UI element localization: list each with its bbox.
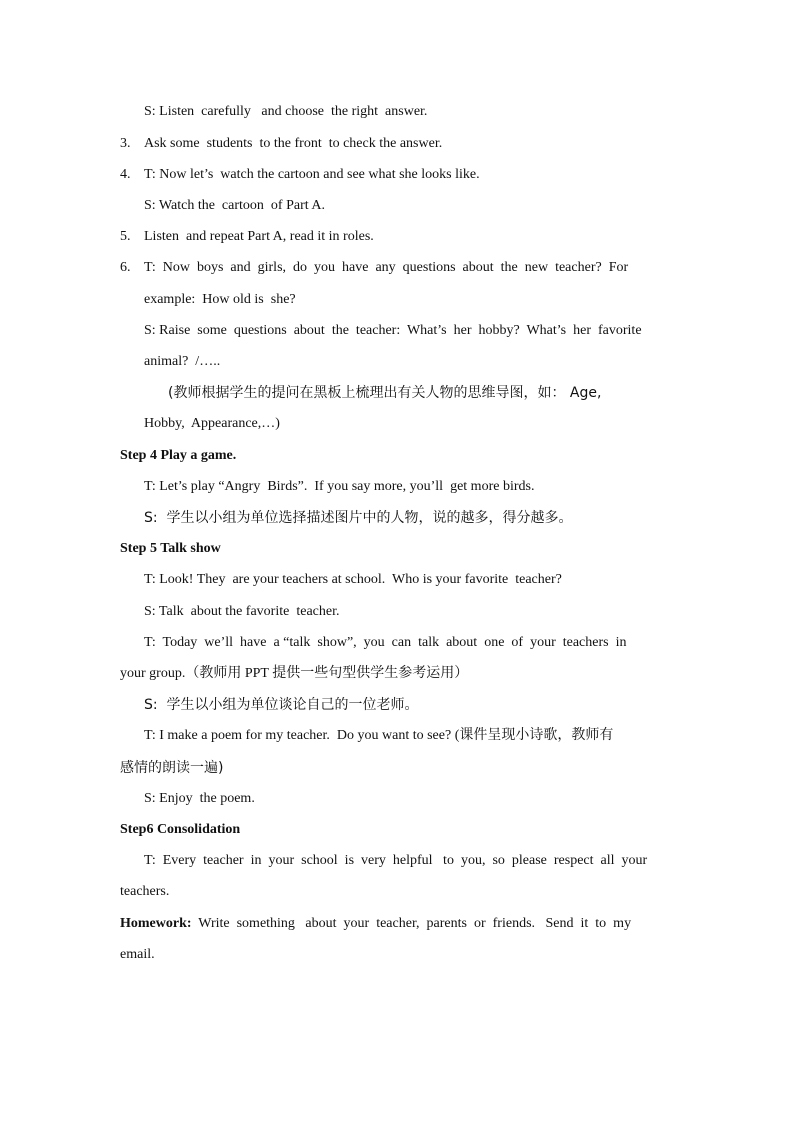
homework-text: Write something about your teacher, parents or friends. Send it to my <box>191 916 632 931</box>
text-line: T: Let’s play “Angry Birds”. If you say more, you’ll get more birds. <box>144 479 535 494</box>
text-line: S: Talk about the favorite teacher. <box>144 604 340 619</box>
text-line: S: Raise some questions about the teacher: What’s her hobby? What’s her favorite <box>144 323 642 338</box>
section-heading: Step 5 Talk show <box>120 541 221 556</box>
text-line: T: I make a poem for my teacher. Do you want to see? (课件呈现小诗歌，教师有 <box>144 728 614 743</box>
text-line: Hobby, Appearance,…) <box>144 416 280 431</box>
text-line: S: Enjoy the poem. <box>144 791 255 806</box>
list-number: 3. <box>120 136 131 151</box>
list-item: T: Now let’s watch the cartoon and see what she looks like. <box>144 167 480 182</box>
list-item: T: Now boys and girls, do you have any questions about the new teacher? For <box>144 260 629 275</box>
homework-label: Homework: <box>120 916 192 931</box>
text-line: your group.（教师用 PPT 提供一些句型供学生参考运用） <box>120 666 469 681</box>
text-line: T: Today we’ll have a “talk show”, you can talk about one of your teachers in <box>144 635 627 650</box>
text-line: example: How old is she? <box>144 292 296 307</box>
section-heading: Step6 Consolidation <box>120 822 241 837</box>
list-number: 5. <box>120 229 131 244</box>
homework-line <box>120 914 675 934</box>
list-number: 6. <box>120 260 131 275</box>
section-heading: Step 4 Play a game. <box>120 448 237 463</box>
text-line: S: Listen carefully and choose the right answer. <box>144 104 428 119</box>
text-line: animal? /….. <box>144 354 221 369</box>
text-line: S: 学生以小组为单位选择描述图片中的人物，说的越多，得分越多。 <box>144 510 573 526</box>
list-item: Ask some students to the front to check the answer. <box>144 136 443 151</box>
list-number: 4. <box>120 167 131 182</box>
text-line: T: Look! They are your teachers at school. Who is your favorite teacher? <box>144 572 562 587</box>
text-line: 感情的朗读一遍) <box>120 760 224 776</box>
text-line: (教师根据学生的提问在黑板上梳理出有关人物的思维导图，如： Age, <box>168 385 602 401</box>
text-line: email. <box>120 947 155 962</box>
text-line: S: 学生以小组为单位谈论自己的一位老师。 <box>144 697 419 713</box>
text-line: T: Every teacher in your school is very helpful to you, so please respect all your <box>144 853 648 868</box>
text-line: teachers. <box>120 884 170 899</box>
text-line: S: Watch the cartoon of Part A. <box>144 198 325 213</box>
list-item: Listen and repeat Part A, read it in roles. <box>144 229 374 244</box>
